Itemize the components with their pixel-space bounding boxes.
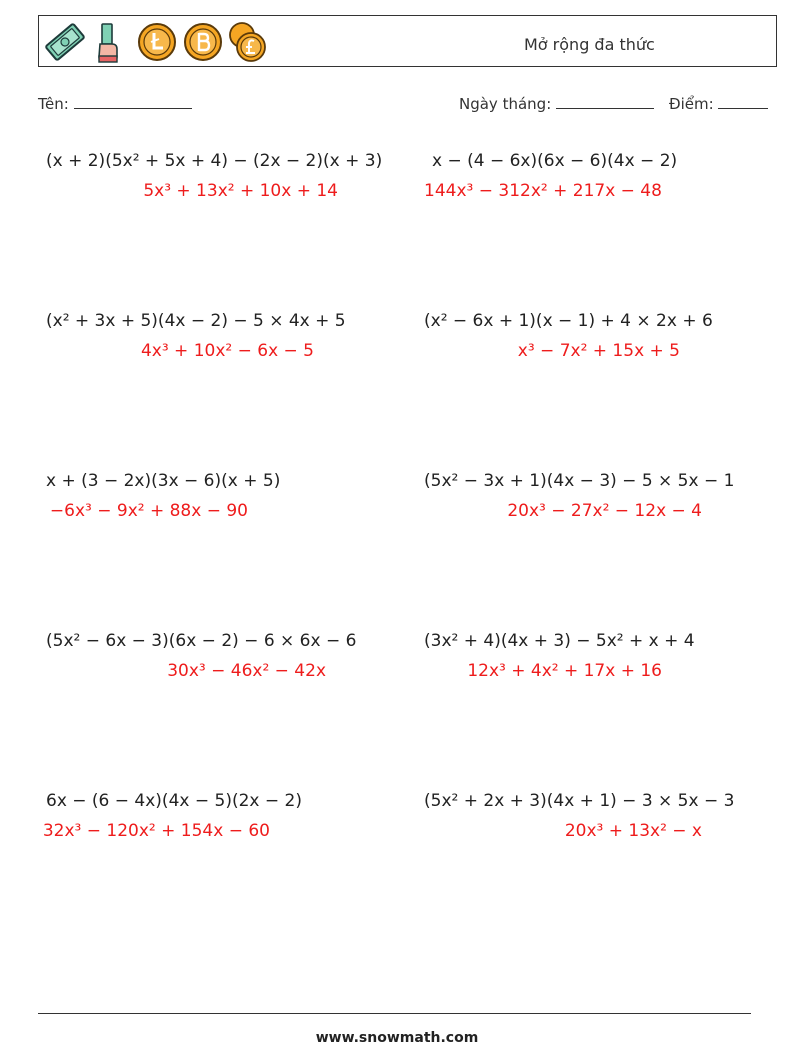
score-field xyxy=(669,94,768,113)
footer-divider xyxy=(38,1013,751,1014)
problem-question: x + (3 − 2x)(3x − 6)(x + 5) xyxy=(46,471,281,491)
problem-question: (x + 2)(5x² + 5x + 4) − (2x − 2)(x + 3) xyxy=(46,151,383,171)
name-blank[interactable] xyxy=(74,94,192,109)
problem-question: (x² − 6x + 1)(x − 1) + 4 × 2x + 6 xyxy=(424,311,713,331)
problem-answer: x³ − 7x² + 15x + 5 xyxy=(517,341,680,361)
date-label: Ngày tháng: xyxy=(459,95,552,113)
problem-question: (5x² − 6x − 3)(6x − 2) − 6 × 6x − 6 xyxy=(46,631,357,651)
problem-answer: −6x³ − 9x² + 88x − 90 xyxy=(49,501,248,521)
problem-answer: 30x³ − 46x² − 42x xyxy=(167,661,326,681)
problem-answer: 12x³ + 4x² + 17x + 16 xyxy=(467,661,662,681)
problem-answer: 5x³ + 13x² + 10x + 14 xyxy=(143,181,338,201)
score-label: Điểm: xyxy=(669,95,714,113)
problem-question: (3x² + 4)(4x + 3) − 5x² + x + 4 xyxy=(424,631,695,651)
problem-answer: 20x³ + 13x² − x xyxy=(564,821,702,841)
problem-question: (x² + 3x + 5)(4x − 2) − 5 × 4x + 5 xyxy=(46,311,346,331)
problem-answer: 144x³ − 312x² + 217x − 48 xyxy=(424,181,662,201)
score-blank[interactable] xyxy=(718,94,768,109)
name-field xyxy=(38,94,192,113)
hand-money-icon xyxy=(95,22,121,64)
date-blank[interactable] xyxy=(556,94,654,109)
problem-answer: 20x³ − 27x² − 12x − 4 xyxy=(507,501,702,521)
problem-question: (5x² + 2x + 3)(4x + 1) − 3 × 5x − 3 xyxy=(424,791,735,811)
problem-question: x − (4 − 6x)(6x − 6)(4x − 2) xyxy=(432,151,678,171)
date-field xyxy=(459,94,654,113)
problem-answer: 32x³ − 120x² + 154x − 60 xyxy=(42,821,270,841)
bitcoin-icon xyxy=(183,22,223,62)
footer-url[interactable]: www.snowmath.com xyxy=(315,1030,479,1046)
problem-question: 6x − (6 − 4x)(4x − 5)(2x − 2) xyxy=(46,791,302,811)
problem-answer: 4x³ + 10x² − 6x − 5 xyxy=(140,341,314,361)
coins-icon xyxy=(227,20,269,64)
name-label: Tên: xyxy=(38,95,69,113)
worksheet-title: Mở rộng đa thức xyxy=(524,35,655,54)
worksheet-header xyxy=(38,15,777,67)
litecoin-icon xyxy=(137,22,177,62)
problem-question: (5x² − 3x + 1)(4x − 3) − 5 × 5x − 1 xyxy=(424,471,735,491)
banknote-icon xyxy=(45,22,85,62)
